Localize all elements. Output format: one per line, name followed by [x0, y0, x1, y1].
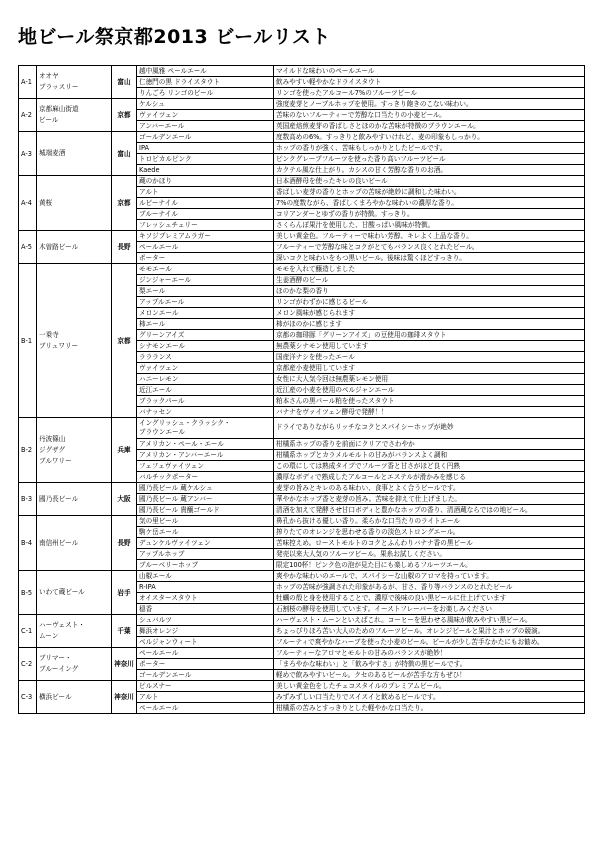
beer-name: 柿エール: [137, 319, 274, 330]
beer-name: ケルシュ: [137, 99, 274, 110]
brewery-name: 木曽路ビール: [37, 231, 112, 264]
beer-name: IPA: [137, 143, 274, 154]
beer-description: フルーティーなアロマとモルトの甘みのバランスが絶妙！: [274, 648, 585, 659]
booth-code: A-4: [19, 176, 37, 231]
brewery-name: ブリマー・ ブルーイング: [37, 648, 112, 681]
beer-description: ホップの香りが強く、苦味もしっかりとしたビールです。: [274, 143, 585, 154]
beer-description: 京都産小麦使用しています: [274, 363, 585, 374]
beer-description: マイルドな味わいのペールエール: [274, 66, 585, 77]
beer-name: ゴールデンエール: [137, 132, 274, 143]
table-row: [19, 176, 585, 187]
beer-name: 舞浜オレンジ: [137, 626, 274, 637]
prefecture: 千葉: [112, 615, 137, 648]
beer-description: 強度麦芽とノーブルホップを使用。すっきり飽きのこない味わい。: [274, 99, 585, 110]
beer-description: さくらんぼ果汁を使用した、甘酸っぱい風味が特徴。: [274, 220, 585, 231]
beer-description: 鼻孔から抜ける優しい香り。柔らかな口当たりのライトエール: [274, 516, 585, 527]
brewery-name: いわて蔵ビール: [37, 571, 112, 615]
beer-description: カクテル風な仕上がり。カシスの甘く芳醇な香りのお酒。: [274, 165, 585, 176]
beer-name: ペールエール: [137, 648, 274, 659]
beer-description: みずみずしい口当たりでスイスイと飲めるビールです。: [274, 692, 585, 703]
prefecture: 富山: [112, 132, 137, 176]
beer-name: オイスタースタウト: [137, 593, 274, 604]
beer-name: フレッシュチェリー: [137, 220, 274, 231]
beer-description: 度数高めの6%。すっきりと飲みやすいけれど、麦の印象もしっかり。: [274, 132, 585, 143]
table-row: [19, 615, 585, 626]
beer-name: 穏香: [137, 604, 274, 615]
beer-name: 國乃長ビール 蔵アンバー: [137, 494, 274, 505]
table-row: [19, 516, 585, 527]
beer-name: ヴァイツェン: [137, 110, 274, 121]
prefecture: 神奈川: [112, 681, 137, 714]
beer-name: シュバルツ: [137, 615, 274, 626]
beer-description: 美しい黄金色をしたチェコスタイルのプレミアムビール。: [274, 681, 585, 692]
beer-description: 石割桜の酵母を使用しています。イーストフレーバーをお楽しみください: [274, 604, 585, 615]
beer-name: ブルーベリーホップ: [137, 560, 274, 571]
beer-name: デュンケルヴァイツェン: [137, 538, 274, 549]
table-row: [19, 648, 585, 659]
beer-name: ブルーナイル: [137, 209, 274, 220]
beer-name: ゴールデンエール: [137, 670, 274, 681]
beer-description: 「まろやかな味わい」と「飲みやすさ」が特徴の黒ビールです。: [274, 659, 585, 670]
beer-name: 近江エール: [137, 385, 274, 396]
prefecture: 岩手: [112, 571, 137, 615]
beer-description: リンゴを使ったアルコール7%のフルーツビール: [274, 88, 585, 99]
beer-name: ピルスナー: [137, 681, 274, 692]
booth-code: B-4: [19, 516, 37, 571]
prefecture: 京都: [112, 264, 137, 418]
beer-description: 苦味控えめ。ローストモルトのコクとふんわりバナナ香の黒ビール: [274, 538, 585, 549]
booth-code: A-2: [19, 99, 37, 132]
prefecture: 長野: [112, 231, 137, 264]
brewery-name: 丹波篠山 ジグザグ ブルワリー: [37, 418, 112, 483]
brewery-name: 南信州ビール: [37, 516, 112, 571]
beer-description: ほのかな梨の香り: [274, 286, 585, 297]
beer-name: モモエール: [137, 264, 274, 275]
beer-name: 國乃長ビール 蔵ケルシュ: [137, 483, 274, 494]
beer-description: 香ばしい麦芽の香りとホップの苦味が絶妙に調和した味わい。: [274, 187, 585, 198]
beer-name: ルビーナイル: [137, 198, 274, 209]
beer-name: ヴァイツェン: [137, 363, 274, 374]
table-row: [19, 418, 585, 439]
beer-name: 駒ケ岳エール: [137, 527, 274, 538]
beer-description: 限定100杯！ピンク色の泡が見た目にも楽しめるフルーツエール。: [274, 560, 585, 571]
beer-description: バナナをヴァイツェン酵母で発酵！！: [274, 407, 585, 418]
table-row: [19, 264, 585, 275]
table-row: [19, 571, 585, 582]
beer-description: 深いコクと味わいをもつ黒いビール。後味は驚くほどすっきり。: [274, 253, 585, 264]
beer-description: 7%の度数ながら、香ばしくまろやかな味わいの濃厚な香り。: [274, 198, 585, 209]
beer-description: 麦芽の旨みとキレのある味わい、食事とよく合うビールです。: [274, 483, 585, 494]
brewery-name: 横浜ビール: [37, 681, 112, 714]
beer-name: 山椒エール: [137, 571, 274, 582]
beer-description: 牡蠣の殻と身を使用することで、濃厚で後味の良い黒ビールに仕上げています: [274, 593, 585, 604]
beer-description: モモを入れて醸造しました: [274, 264, 585, 275]
beer-name: ポーター: [137, 253, 274, 264]
beer-description: ハーヴェスト・ムーンといえばこれ。コーヒーを思わせる風味が飲みやすい黒ビール。: [274, 615, 585, 626]
prefecture: 京都: [112, 99, 137, 132]
beer-list-table: [18, 65, 585, 714]
booth-code: B-2: [19, 418, 37, 483]
beer-description: ちょっぴりほろ苦い大人のためのフルーツビール。オレンジピールと果汁とホップの競演。: [274, 626, 585, 637]
beer-name: フェフェヴァイツェン: [137, 461, 274, 472]
beer-name: ベルジャンウィート: [137, 637, 274, 648]
beer-description: 搾りたてのオレンジを思わせる香りの淡色ストロングエール。: [274, 527, 585, 538]
beer-description: 柿がほのかに感じます: [274, 319, 585, 330]
booth-code: C-3: [19, 681, 37, 714]
beer-description: 清酒を加えて発酵させ甘口ボディと豊かなホップの香り、清酒蔵ならではの地ビール。: [274, 505, 585, 516]
beer-name: アメリカン・ペール・エール: [137, 439, 274, 450]
booth-code: B-1: [19, 264, 37, 418]
beer-name: アルト: [137, 187, 274, 198]
beer-name: イングリッシュ・クラッシク・ ブラウンエール: [137, 418, 274, 439]
beer-description: 女性に大人気今回は無農薬レモン使用: [274, 374, 585, 385]
beer-name: ポーター: [137, 659, 274, 670]
beer-description: 国産洋ナシを使ったエール: [274, 352, 585, 363]
prefecture: 長野: [112, 516, 137, 571]
brewery-name: 國乃長ビール: [37, 483, 112, 516]
beer-description: 英国産焙煎麦芽の香ばしさとほのかな苦味が特徴のブラウンエール。: [274, 121, 585, 132]
beer-name: 國乃長ビール 貴醸ゴールド: [137, 505, 274, 516]
beer-name: 蔵のかほり: [137, 176, 274, 187]
beer-description: 華やかなホップ香と麦芽の旨み。苦味を抑えて仕上げました。: [274, 494, 585, 505]
brewery-name: 京都麻山街道 ビール: [37, 99, 112, 132]
beer-name: 越中風雅 ペールエール: [137, 66, 274, 77]
beer-name: アップルエール: [137, 297, 274, 308]
beer-description: フルーティーで芳醇な味とコクがとてもバランス良くとれたビール。: [274, 242, 585, 253]
booth-code: B-5: [19, 571, 37, 615]
beer-description: 発売以来大人気のフルーツビール。果糸お試しください。: [274, 549, 585, 560]
beer-name: キソジプレミアムラガー: [137, 231, 274, 242]
beer-name: アップルホップ: [137, 549, 274, 560]
prefecture: 大阪: [112, 483, 137, 516]
table-row: [19, 66, 585, 77]
beer-name: Kaede: [137, 165, 274, 176]
prefecture: 神奈川: [112, 648, 137, 681]
beer-description: この環にしては熟成タイプでフルーツ香と甘さがほど良く円熟: [274, 461, 585, 472]
table-row: [19, 231, 585, 242]
beer-description: コリアンダーとゆずの香りが特徴。すっきり。: [274, 209, 585, 220]
beer-name: アンバーエール: [137, 121, 274, 132]
beer-description: 濃厚なボディで熟成したアルコールとエステルが滑かみを感じる: [274, 472, 585, 483]
beer-name: トロピカルピンク: [137, 154, 274, 165]
beer-description: 柑橘系の苦みとすっきりとした軽やかな口当たり。: [274, 703, 585, 714]
beer-name: ハニーレモン: [137, 374, 274, 385]
booth-code: A-5: [19, 231, 37, 264]
brewery-name: ハーヴェスト・ ムーン: [37, 615, 112, 648]
beer-description: 近江産の小麦を使用のベルジャンエール: [274, 385, 585, 396]
beer-name: ジンジャーエール: [137, 275, 274, 286]
booth-code: A-3: [19, 132, 37, 176]
prefecture: 富山: [112, 66, 137, 99]
brewery-name: 黄桜: [37, 176, 112, 231]
beer-name: バルチックポーター: [137, 472, 274, 483]
beer-description: 柑橘系ホップとカラメルモルトの甘みがバランスよく調和: [274, 450, 585, 461]
table-row: [19, 132, 585, 143]
beer-description: 軽めで飲みやすいビール。クセのあるビールが苦手な方もぜひ！: [274, 670, 585, 681]
beer-name: グリーンアイズ: [137, 330, 274, 341]
beer-description: 美しい黄金色。フルーティーで味わい芳醇、キレよく上品な香り。: [274, 231, 585, 242]
brewery-name: 城端麦酒: [37, 132, 112, 176]
booth-code: A-1: [19, 66, 37, 99]
prefecture: 兵庫: [112, 418, 137, 483]
beer-name: ペールエール: [137, 242, 274, 253]
beer-description: 無農薬シナモン使用しています: [274, 341, 585, 352]
beer-description: 飲みやすい軽やかなドライスタウト: [274, 77, 585, 88]
beer-description: リンゴがわずかに感じるビール: [274, 297, 585, 308]
beer-name: アメリカン・アンバーエール: [137, 450, 274, 461]
table-row: [19, 681, 585, 692]
beer-name: 仁徳門の黒 ドライスタウト: [137, 77, 274, 88]
beer-name: R-IPA: [137, 582, 274, 593]
beer-name: りんごろ リンゴのビール: [137, 88, 274, 99]
beer-name: アルト: [137, 692, 274, 703]
beer-description: 京都の珈琲豚「グリーンアイズ」の豆使用の珈琲スタウト: [274, 330, 585, 341]
beer-description: フルーティで爽やかなハーブを使った小麦のビール。ビールが少し苦手なかたにもお勧め。: [274, 637, 585, 648]
beer-description: ドライでありながらリッチなコクとスパイシーホップが絶妙: [274, 418, 585, 439]
beer-description: 爽やかな味わいのエールで、スパイシーな山椒のアロマを持っています。: [274, 571, 585, 582]
page-title: 地ビール祭京都2013 ビールリスト: [18, 26, 331, 48]
beer-name: ペールエール: [137, 703, 274, 714]
beer-description: メロン風味が感じられます: [274, 308, 585, 319]
booth-code: C-1: [19, 615, 37, 648]
beer-description: 生姜酒酵のビール: [274, 275, 585, 286]
beer-name: ブラックパール: [137, 396, 274, 407]
booth-code: C-2: [19, 648, 37, 681]
prefecture: 京都: [112, 176, 137, 231]
booth-code: B-3: [19, 483, 37, 516]
beer-name: 梨エール: [137, 286, 274, 297]
beer-description: 粕本さんの黒パール粕を使ったスタウト: [274, 396, 585, 407]
beer-name: シナモンエール: [137, 341, 274, 352]
beer-name: メロンエール: [137, 308, 274, 319]
table-row: [19, 99, 585, 110]
beer-description: 日本酒酵母を使ったキレの良いビール: [274, 176, 585, 187]
beer-description: 苦味のないフルーティーで芳醇な口当たりの小麦ビール。: [274, 110, 585, 121]
beer-description: 柑橘系ホップの香りを前面にクリアでさわやか: [274, 439, 585, 450]
brewery-name: オオヤ ブラッスリー: [37, 66, 112, 99]
beer-name: 気の里ビール: [137, 516, 274, 527]
beer-name: ララランス: [137, 352, 274, 363]
table-row: [19, 483, 585, 494]
beer-name: バナッセン: [137, 407, 274, 418]
beer-description: ピンクグレープフルーツを使った香り高いフルーツビール: [274, 154, 585, 165]
beer-description: ホップの苦味が強調された印象があるが、甘さ、香り等バランスのとれたビール: [274, 582, 585, 593]
brewery-name: 一乗寺 ブリュワリー: [37, 264, 112, 418]
